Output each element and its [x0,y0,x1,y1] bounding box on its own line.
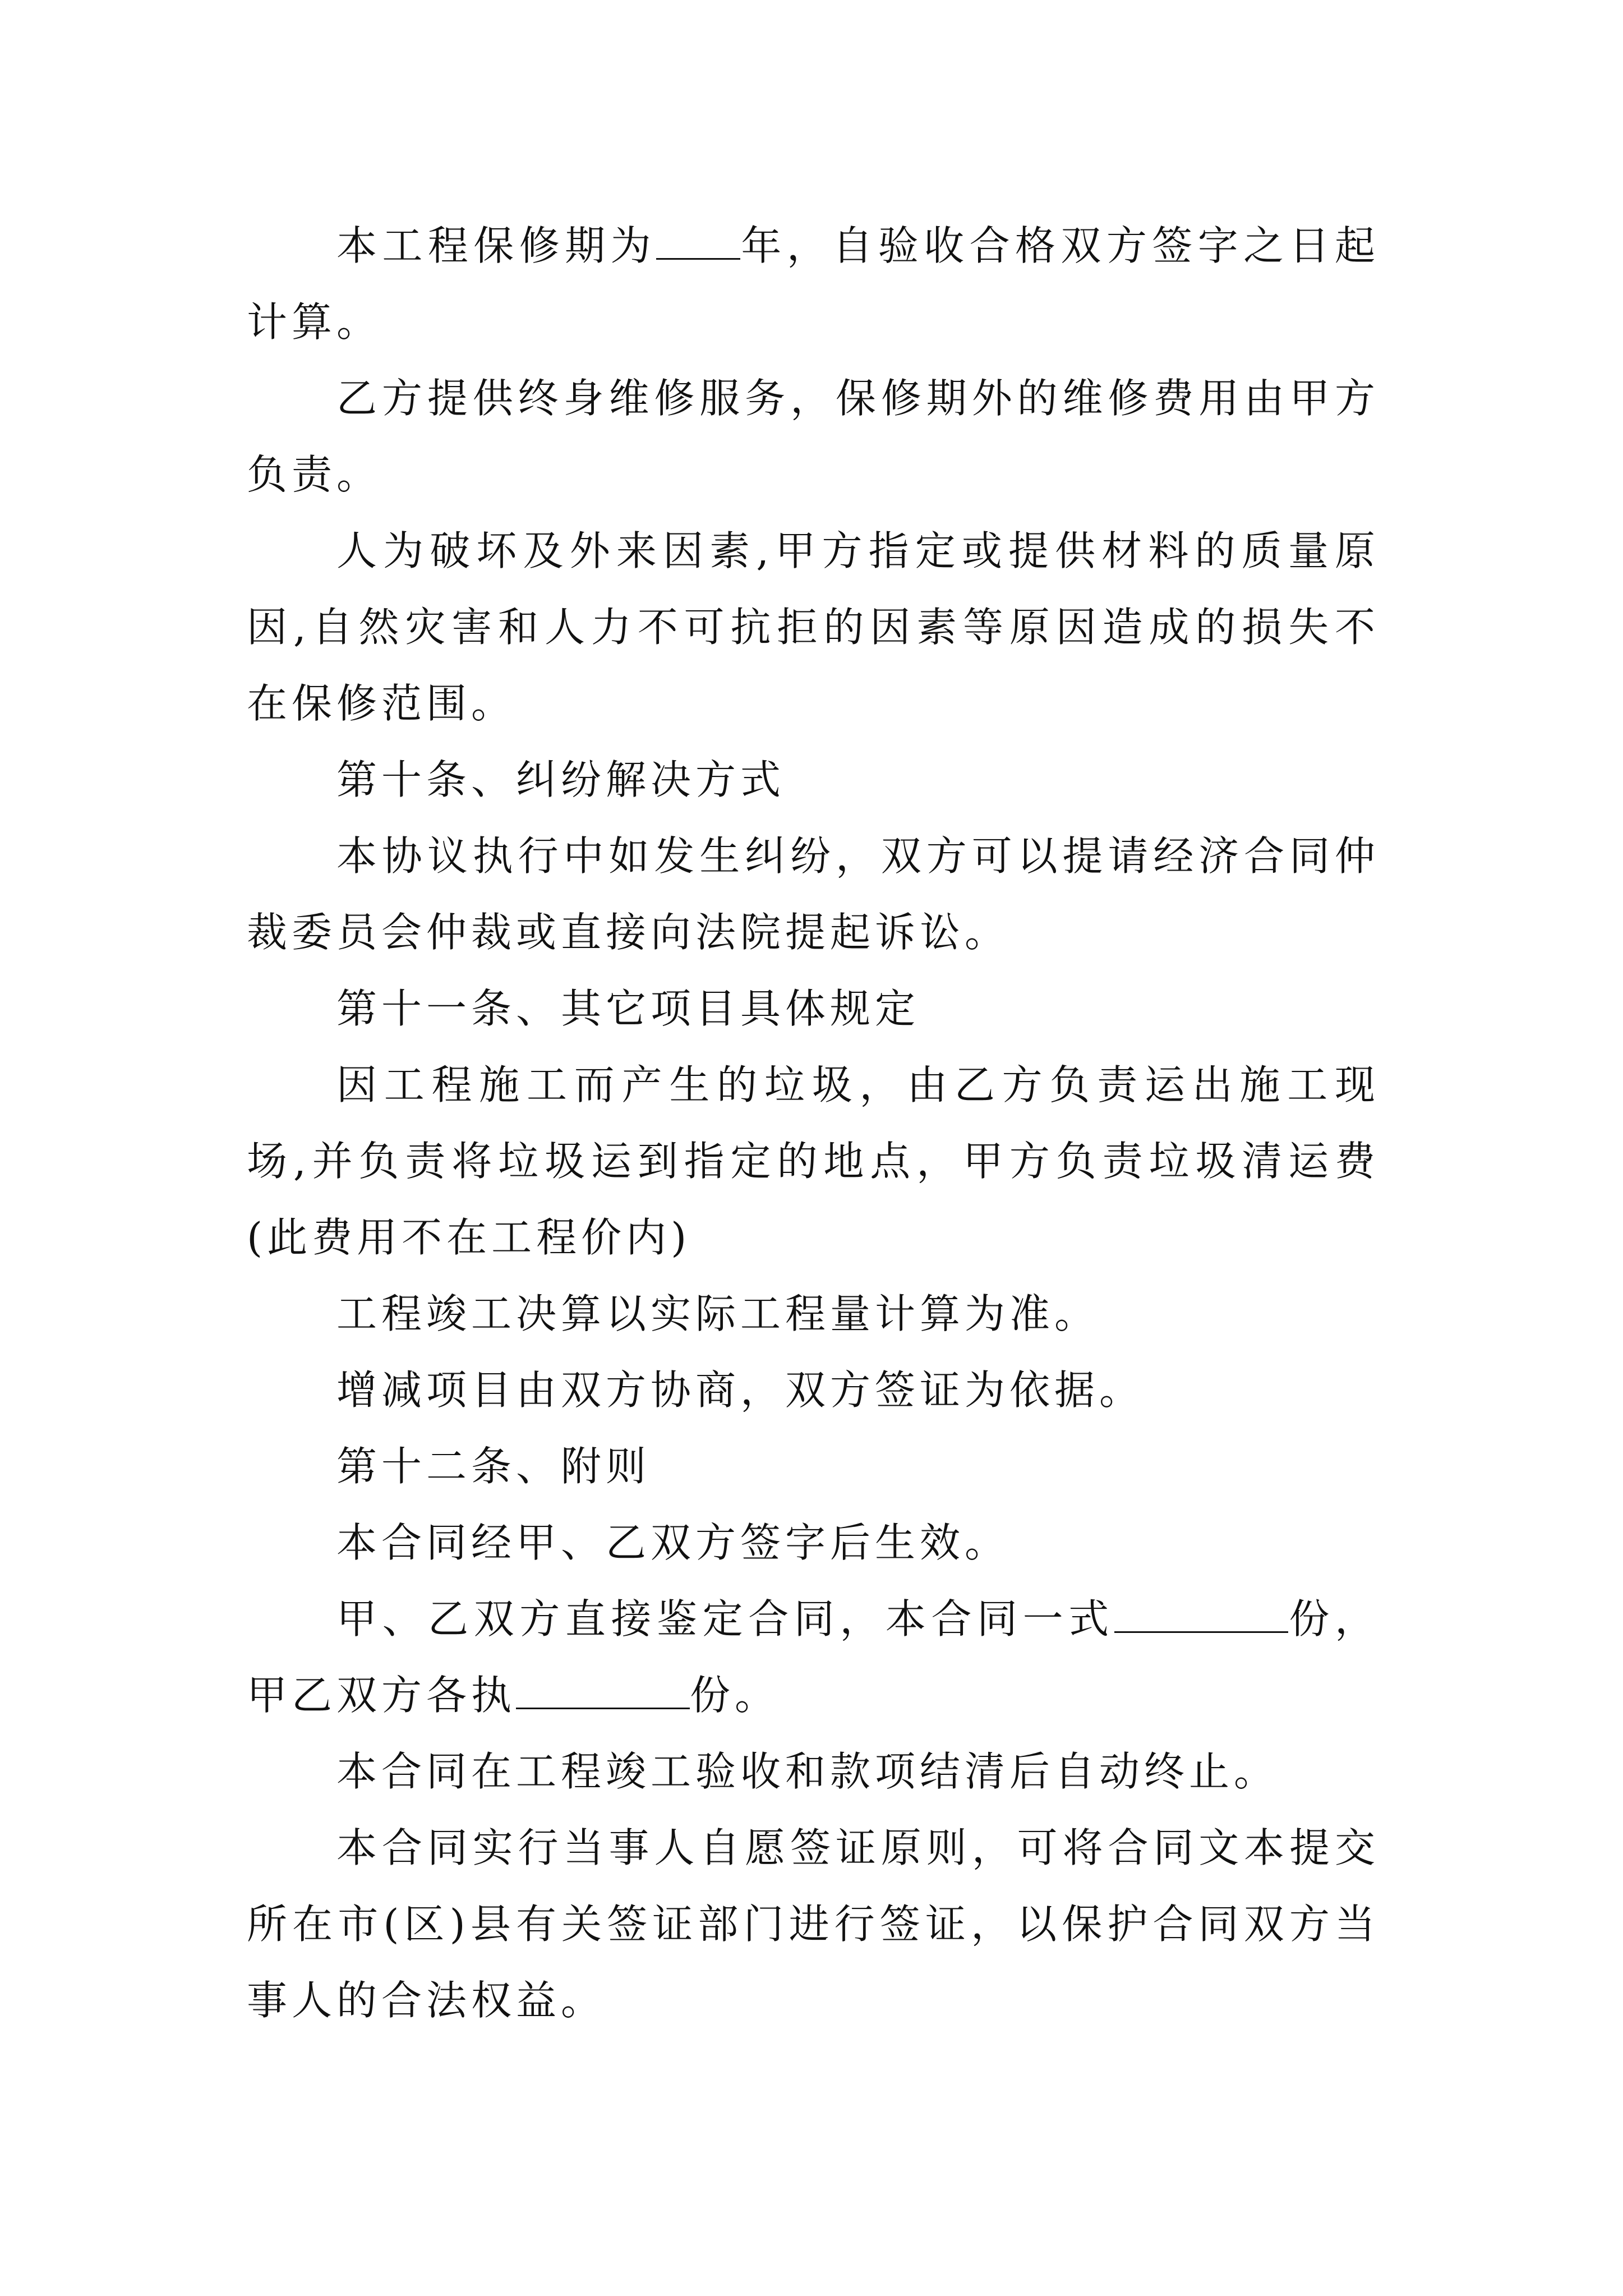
paragraph-final-accounts: 工程竣工决算以实际工程量计算为准。 [336,1290,1100,1337]
paragraph-text: 甲、乙双方直接鉴定合同，本合同一式 [336,1595,1114,1642]
paragraph-effective: 本合同经甲、乙双方签字后生效。 [336,1519,1010,1566]
heading-article-10: 第十条、纠纷解决方式 [336,756,786,803]
paragraph-text: 份。 [690,1672,780,1719]
heading-article-12: 第十二条、附则 [336,1443,651,1490]
paragraph-lifetime-service: 乙方提供终身维修服务，保修期外的维修费用由甲方负责。 [247,375,1380,498]
paragraph-change-items: 增减项目由双方协商，双方签证为依据。 [336,1366,1145,1414]
paragraph-warranty-period [247,208,1380,360]
fill-in-blank-copies-each [516,1674,690,1709]
fill-in-blank-years [656,224,740,260]
paragraph-certification: 本合同实行当事人自愿签证原则，可将合同文本提交所在市(区)县有关签证部门进行签证，以保护合同双方当事人的合法权益。 [247,1824,1380,2024]
paragraph-waste-removal: 因工程施工而产生的垃圾，由乙方负责运出施工现场,并负责将垃圾运到指定的地点，甲方负责垃圾清运费(此费用不在工程价内) [247,1061,1380,1261]
paragraph-warranty-exclusions: 人为破坏及外来因素,甲方指定或提供材料的质量原因,自然灾害和人力不可抗拒的因素等原因造成的损失不在保修范围。 [247,527,1380,727]
paragraph-termination: 本合同在工程竣工验收和款项结清后自动终止。 [336,1748,1279,1795]
paragraph-text: 年，自验收合格双方签字之日起计算。 [247,222,1380,346]
paragraph-copies [247,1581,1380,1733]
heading-article-11: 第十一条、其它项目具体规定 [336,985,920,1032]
paragraph-dispute-resolution: 本协议执行中如发生纠纷，双方可以提请经济合同仲裁委员会仲裁或直接向法院提起诉讼。 [247,832,1380,956]
fill-in-blank-copies-total [1114,1598,1288,1633]
paragraph-text: 份，甲乙双方各执 [247,1595,1380,1719]
paragraph-text: 本工程保修期为 [336,222,656,269]
document-body [247,208,1380,2039]
